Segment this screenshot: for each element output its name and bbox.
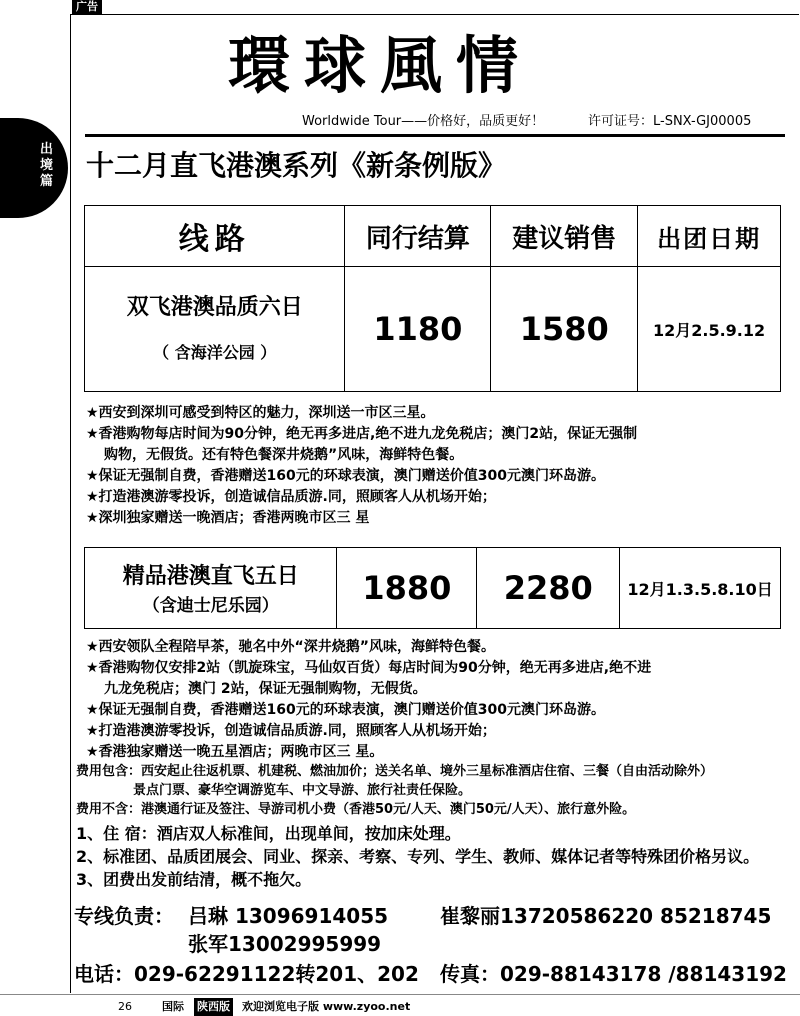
fax-number: 传真：029-88143178 /88143192 [440, 962, 787, 986]
list-item: ★香港购物每店时间为90分钟，绝无再多进店,绝不进九龙免税店；澳门2站，保证无强制 [86, 426, 638, 442]
tour2-table [84, 547, 781, 629]
tour1-route-cell [85, 267, 345, 392]
fee-excluded: 费用不含：港澳通行证及签注、导游司机小费（香港50元/人天、澳门50元/人天）、旅行意外险。 [76, 802, 636, 817]
contact-person-2: 崔黎丽13720586220 85218745 [440, 904, 772, 928]
phone-number: 电话：029-62291122转201、202 [74, 962, 419, 986]
tour2-sub: （含迪士尼乐园） [142, 596, 279, 616]
note-item: 1、住 宿：酒店双人标准间，出现单间，按加床处理。 [76, 824, 461, 843]
tour1-peer-price: 1180 [345, 267, 491, 392]
note-item: 2、标准团、品质团展会、同业、探亲、考察、专列、学生、教师、媒体记者等特殊团价格另议。 [76, 847, 760, 866]
list-item: ★保证无强制自费，香港赠送160元的环球表演，澳门赠送价值300元澳门环岛游。 [86, 702, 605, 718]
contact-person-3: 张军13002995999 [188, 932, 382, 956]
tour1-bullets [86, 403, 637, 529]
footer-text: 欢迎浏览电子版 www.zyoo.net [242, 1000, 411, 1013]
tour1-sub: （ 含海洋公园 ） [153, 343, 277, 362]
list-item: ★西安到深圳可感受到特区的魅力，深圳送一市区三星。 [86, 405, 435, 421]
contact-label: 专线负责： [74, 904, 174, 928]
page-number: 26 [118, 1000, 132, 1013]
tour2-name: 精品港澳直飞五日 [122, 564, 299, 589]
list-item: ★深圳独家赠送一晚酒店；香港两晚市区三 星 [86, 510, 370, 526]
tour2-dates: 12月1.3.5.8.10日 [620, 548, 781, 629]
header-retail-price: 建议销售 [491, 206, 638, 267]
header-dates: 出团日期 [638, 206, 781, 267]
notes [76, 822, 759, 891]
tour2-route-cell [85, 548, 337, 629]
tour1-name: 双飞港澳品质六日 [126, 295, 303, 320]
fee-included: 费用包含：西安起止往返机票、机建税、燃油加价；送关名单、境外三星标准酒店住宿、三餐（自由活动除外） [76, 764, 714, 779]
list-item: ★保证无强制自费，香港赠送160元的环球表演，澳门赠送价值300元澳门环岛游。 [86, 468, 605, 484]
fee-section [76, 762, 713, 819]
list-item: ★打造港澳游零投诉，创造诚信品质游.同，照顾客人从机场开始； [86, 723, 496, 739]
list-item: ★打造港澳游零投诉，创造诚信品质游.同，照顾客人从机场开始； [86, 489, 496, 505]
list-item: ★香港购物仅安排2站（凯旋珠宝，马仙奴百货）每店时间为90分钟，绝无再多进店,绝不进 [86, 660, 652, 676]
list-item: 九龙免税店；澳门 2站，保证无强制购物，无假货。 [104, 681, 427, 697]
ad-tag: 广告 [72, 0, 102, 14]
footer-divider [0, 994, 800, 995]
list-item: ★香港独家赠送一晚五星酒店；两晚市区三 星。 [86, 744, 384, 760]
list-item: 购物，无假货。还有特色餐深井烧鹅”风味，海鲜特色餐。 [104, 447, 464, 463]
note-item: 3、团费出发前结清，概不拖欠。 [76, 870, 312, 889]
tour1-retail-price: 1580 [491, 267, 638, 392]
tour1-dates: 12月2.5.9.12 [638, 267, 781, 392]
tour2-bullets [86, 637, 651, 763]
section-tab [0, 118, 68, 218]
license-number: 许可证号：L-SNX-GJ00005 [588, 114, 752, 129]
tour2-retail-price: 2280 [477, 548, 620, 629]
section-tab-label: 出境篇 [40, 142, 54, 189]
list-item: ★西安领队全程陪早茶，驰名中外“深井烧鹅”风味，海鲜特色餐。 [86, 639, 495, 655]
header-peer-price: 同行结算 [345, 206, 491, 267]
contact-person-1: 吕琳 13096914055 [188, 904, 389, 928]
tour1-table [84, 205, 781, 392]
fee-included-cont: 景点门票、豪华空调游览车、中文导游、旅行社责任保险。 [133, 783, 472, 798]
headline: 十二月直飞港澳系列《新条例版》 [86, 149, 507, 182]
footer-section: 国际 [162, 1000, 184, 1013]
edition-badge: 陕西版 [194, 998, 233, 1016]
divider [85, 134, 785, 137]
header-route: 线路 [85, 206, 345, 267]
brand-logo: 環球風情 [228, 29, 533, 102]
tagline: Worldwide Tour——价格好，品质更好！ [302, 114, 545, 129]
footer [0, 998, 800, 1016]
tour2-peer-price: 1880 [337, 548, 477, 629]
